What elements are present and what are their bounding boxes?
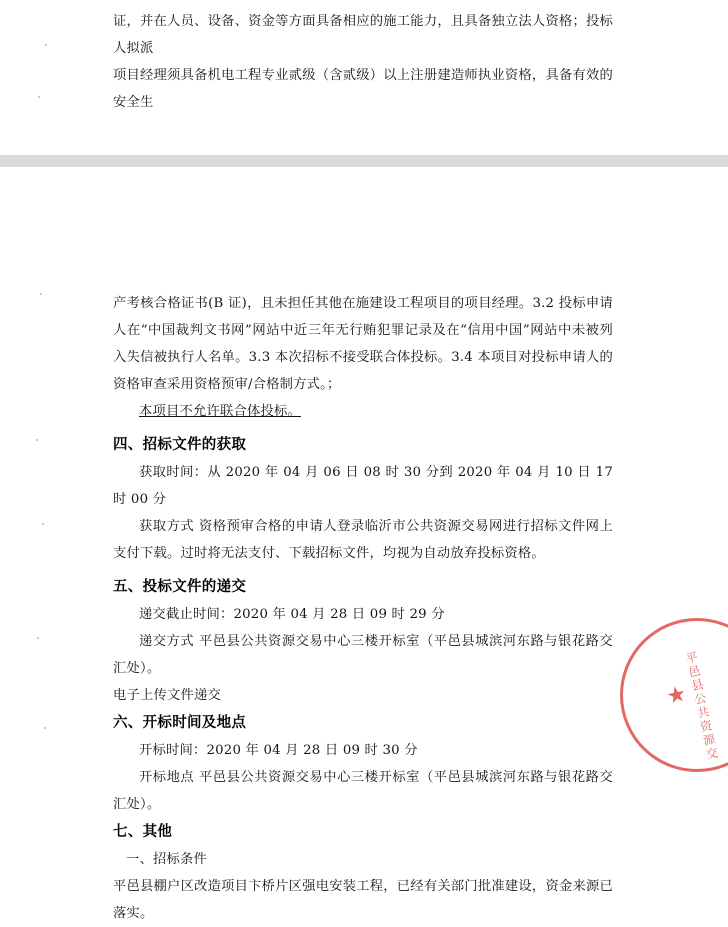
section6-open-place: 开标地点 平邑县公共资源交易中心三楼开标室（平邑县城滨河东路与银花路交汇处）。 (113, 770, 613, 812)
section4-acquire-method: 获取方式 资格预审合格的申请人登录临沂市公共资源交易网进行招标文件网上支付下载。过时将无法支付、下载招标文件，均视为自动放弃投标资格。 (113, 519, 613, 561)
section6-open-time: 开标时间：2020 年 04 月 28 日 09 时 30 分 (139, 743, 418, 758)
section7-project-desc: 平邑县棚户区改造项目卞桥片区强电安装工程，已经有关部门批准建设，资金来源已落实。 (113, 879, 613, 921)
page-sheet-main (0, 167, 728, 921)
paragraph-no-joint-bid: 本项目不允许联合体投标。 (139, 404, 301, 419)
top-fragment-line-1: 证，并在人员、设备、资金等方面具备相应的施工能力，且具备独立法人资格；投标人拟派 (113, 14, 613, 56)
top-fragment-text (113, 8, 613, 116)
section5-submit-method: 递交方式 平邑县公共资源交易中心三楼开标室（平邑县城滨河东路与银花路交汇处）。 (113, 634, 613, 676)
section-heading-5: 五、投标文件的递交 (113, 578, 247, 595)
page-sheet-top (0, 0, 728, 155)
margin-speck (37, 637, 39, 639)
section5-electronic-submit: 电子上传文件递交 (113, 688, 221, 703)
section-heading-7: 七、其他 (113, 823, 173, 840)
top-fragment-line-2: 项目经理须具备机电工程专业贰级（含贰级）以上注册建造师执业资格，具备有效的安全生 (113, 68, 613, 110)
seal-star-icon: ★ (664, 681, 689, 711)
margin-speck (36, 439, 38, 441)
paragraph-requirements: 产考核合格证书(B 证)，且未担任其他在施建设工程项目的项目经理。3.2 投标申请人在“中国裁判文书网”网站中近三年无行贿犯罪记录及在“信用中国”网站中未被列入失信被执行人名单。3.3 本次招标不接受联合体投标。3.4 本项目对投标申请人的资格审查采用资格预审/合格制方式。； (113, 296, 613, 392)
section-heading-6: 六、开标时间及地点 (113, 714, 247, 731)
section5-deadline: 递交截止时间：2020 年 04 月 28 日 09 时 29 分 (139, 607, 445, 622)
margin-speck (44, 727, 46, 729)
margin-speck (42, 523, 44, 525)
section4-acquire-time: 获取时间：从 2020 年 04 月 06 日 08 时 30 分到 2020 年 04 月 10 日 17 时 00 分 (113, 465, 613, 507)
margin-speck (38, 96, 40, 98)
seal-text: 平邑县公共资源交 (682, 650, 720, 763)
document-body (113, 290, 613, 927)
margin-speck (45, 44, 47, 46)
section7-sub-heading: 一、招标条件 (126, 852, 207, 867)
page-separator (0, 155, 728, 167)
margin-speck (40, 293, 42, 295)
section-heading-4: 四、招标文件的获取 (113, 436, 247, 453)
